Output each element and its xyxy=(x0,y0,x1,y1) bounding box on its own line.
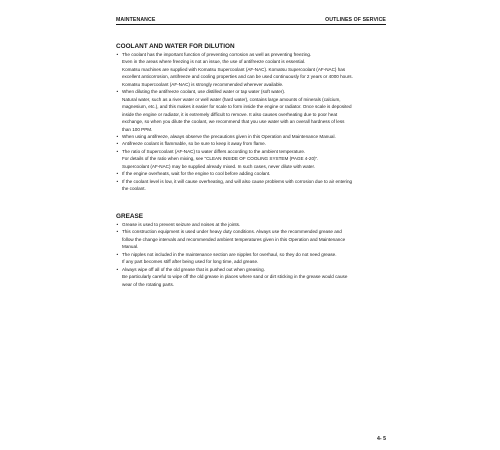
text-line: • This construction equipment is used under heavy duty conditions. Always use the recommended grease and xyxy=(122,229,342,235)
text-line: Natural water, such as a river water or well water (hard water), contains large amounts of minerals (calcium, xyxy=(122,96,341,102)
coolant-list xyxy=(116,51,386,193)
text-line: • The coolant has the important function of preventing corrosion as well as preventing freezing. xyxy=(122,52,312,57)
header-chapter-label: OUTLINES OF SERVICE xyxy=(325,17,386,23)
text-line: • The nipples not included in the maintenance section are nipples for overhaul, so they do not need grease. xyxy=(122,251,337,257)
text-line: than 100 PPM. xyxy=(122,126,153,132)
page-number: 4- 5 xyxy=(377,436,386,442)
text-line: Manual. xyxy=(122,244,139,250)
text-line: • Always wipe off all of the old grease that is pushed out when greasing. xyxy=(122,266,265,272)
list-item xyxy=(116,51,386,88)
list-item xyxy=(116,88,386,133)
text-line: • If the coolant level is low, it will cause overheating, and will also cause problems with corrosion due to air entering xyxy=(122,178,353,184)
grease-section xyxy=(116,213,386,288)
text-line: Komatsu Supercoolant (AF-NAC) is strongly recommended wherever available. xyxy=(122,81,284,87)
list-item xyxy=(116,228,386,250)
text-line: Even in the areas where freezing is not an issue, the use of antifreeze coolant is essential. xyxy=(122,59,306,65)
text-line: • Grease is used to prevent seizure and noises at the joints. xyxy=(122,222,241,227)
grease-section-title: GREASE xyxy=(116,213,143,220)
coolant-section-title: COOLANT AND WATER FOR DILUTION xyxy=(116,43,235,50)
coolant-section xyxy=(116,43,386,193)
list-item xyxy=(116,251,386,266)
text-line: • Antifreeze coolant is flammable, so be sure to keep it away from flame. xyxy=(122,141,267,147)
list-item xyxy=(116,133,386,140)
text-line: Be particularly careful to wipe off the old grease in places where sand or dirt sticking in the grease would cause xyxy=(122,274,348,280)
text-line: • If the engine overheats, wait for the engine to cool before adding coolant. xyxy=(122,171,271,177)
text-line: excellent anticorrosion, antifreeze and cooling properties and can be used continuously for 2 years or 4000 hours. xyxy=(122,74,353,80)
text-line: For details of the ratio when mixing, see "CLEAN INSIDE OF COOLING SYSTEM (PAGE 4-20)". xyxy=(122,156,319,162)
list-item xyxy=(116,148,386,170)
text-line: exchange, so when you dilute the coolant, we recommend that you use water with an overall hardness of less xyxy=(122,119,345,125)
manual-page xyxy=(116,14,386,442)
text-line: the coolant. xyxy=(122,186,146,192)
text-line: If any part becomes stiff after being used for long time, add grease. xyxy=(122,259,259,265)
list-item xyxy=(116,140,386,147)
text-line: • When diluting the antifreeze coolant, use distilled water or tap water (soft water). xyxy=(122,89,286,95)
text-line: • The ratio of Supercoolant (AF-NAC) to water differs according to the ambient temperature. xyxy=(122,148,306,154)
list-item xyxy=(116,266,386,288)
text-line: follow the change intervals and recommended ambient temperatures given in this Operation and Maintenance xyxy=(122,236,346,242)
list-item xyxy=(116,170,386,177)
list-item xyxy=(116,178,386,193)
text-line: inside the engine or radiator, it is extremely difficult to remove. It also causes overheating due to poor heat xyxy=(122,111,338,117)
header-section-label: MAINTENANCE xyxy=(116,17,156,23)
list-item xyxy=(116,221,386,228)
grease-list xyxy=(116,221,386,288)
page-header xyxy=(116,14,386,25)
text-line: Supercoolant (AF-NAC) may be supplied already mixed. In such cases, never dilute with water. xyxy=(122,163,316,169)
text-line: wear of the rotating parts. xyxy=(122,281,175,287)
text-line: magnesium, etc.), and this makes it easier for scale to form inside the engine or radiator. Once scale is deposited xyxy=(122,104,352,110)
text-line: • When using antifreeze, always observe the precautions given in this Operation and Maintenance Manual. xyxy=(122,133,336,139)
text-line: Komatsu machines are supplied with Komatsu Supercoolant (AF-NAC). Komatsu Supercoolant (AF-NAC) has xyxy=(122,66,346,72)
